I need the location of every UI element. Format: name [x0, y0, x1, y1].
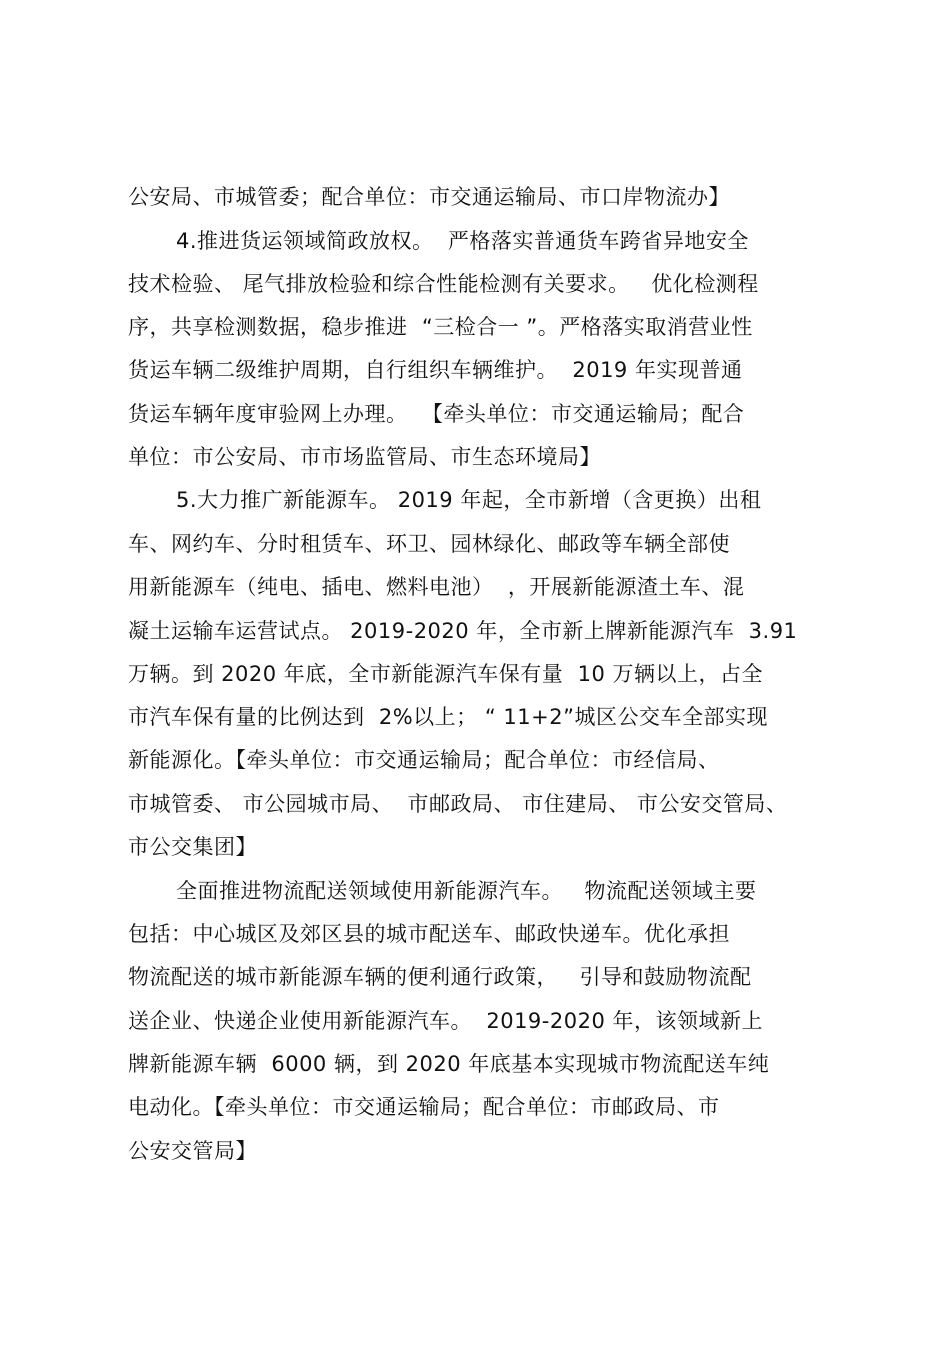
text-line: 单位：市公安局、市市场监管局、市生态环境局】 [128, 445, 601, 469]
text-line: 市城管委、 市公园城市局、 市邮政局、 市住建局、 市公安交管局、 [128, 792, 788, 816]
text-line: 技术检验、 尾气排放检验和综合性能检测有关要求。 优化检测程 [128, 272, 759, 296]
text-line: 公安局、市城管委；配合单位：市交通运输局、市口岸物流办】 [128, 185, 730, 209]
text-line: 市公交集团】 [128, 835, 257, 859]
text-line: 货运车辆年度审验网上办理。 【牵头单位：市交通运输局；配合 [128, 402, 745, 426]
text-line: 4.推进货运领域简政放权。 严格落实普通货车跨省异地安全 [176, 229, 749, 253]
text-line: 序，共享检测数据，稳步推进 “三检合一 ”。严格落实取消营业性 [128, 315, 753, 339]
text-line: 车、网约车、分时租赁车、环卫、园林绿化、邮政等车辆全部使 [128, 532, 730, 556]
text-line: 凝土运输车运营试点。 2019-2020 年，全市新上牌新能源汽车 3.91 [128, 619, 798, 643]
text-line: 5.大力推广新能源车。 2019 年起，全市新增（含更换）出租 [176, 488, 762, 512]
text-line: 牌新能源车辆 6000 辆，到 2020 年底基本实现城市物流配送车纯 [128, 1052, 770, 1076]
text-line: 市汽车保有量的比例达到 2%以上； “ 11+2”城区公交车全部实现 [128, 705, 768, 729]
text-line: 用新能源车（纯电、插电、燃料电池） ，开展新能源渣土车、混 [128, 575, 745, 599]
text-line: 送企业、快递企业使用新能源汽车。 2019-2020 年，该领域新上 [128, 1009, 763, 1033]
text-line: 货运车辆二级维护周期，自行组织车辆维护。 2019 年实现普通 [128, 358, 743, 382]
text-line: 物流配送的城市新能源车辆的便利通行政策， 引导和鼓励物流配 [128, 965, 752, 989]
text-line: 电动化。【牵头单位：市交通运输局；配合单位：市邮政局、市 [128, 1095, 720, 1119]
text-line: 公安交管局】 [128, 1139, 257, 1163]
text-line: 包括：中心城区及郊区县的城市配送车、邮政快递车。优化承担 [128, 922, 730, 946]
text-line: 新能源化。【牵头单位：市交通运输局；配合单位：市经信局、 [128, 748, 720, 772]
text-line: 万辆。到 2020 年底，全市新能源汽车保有量 10 万辆以上，占全 [128, 662, 764, 686]
text-line: 全面推进物流配送领域使用新能源汽车。 物流配送领域主要 [176, 879, 757, 903]
